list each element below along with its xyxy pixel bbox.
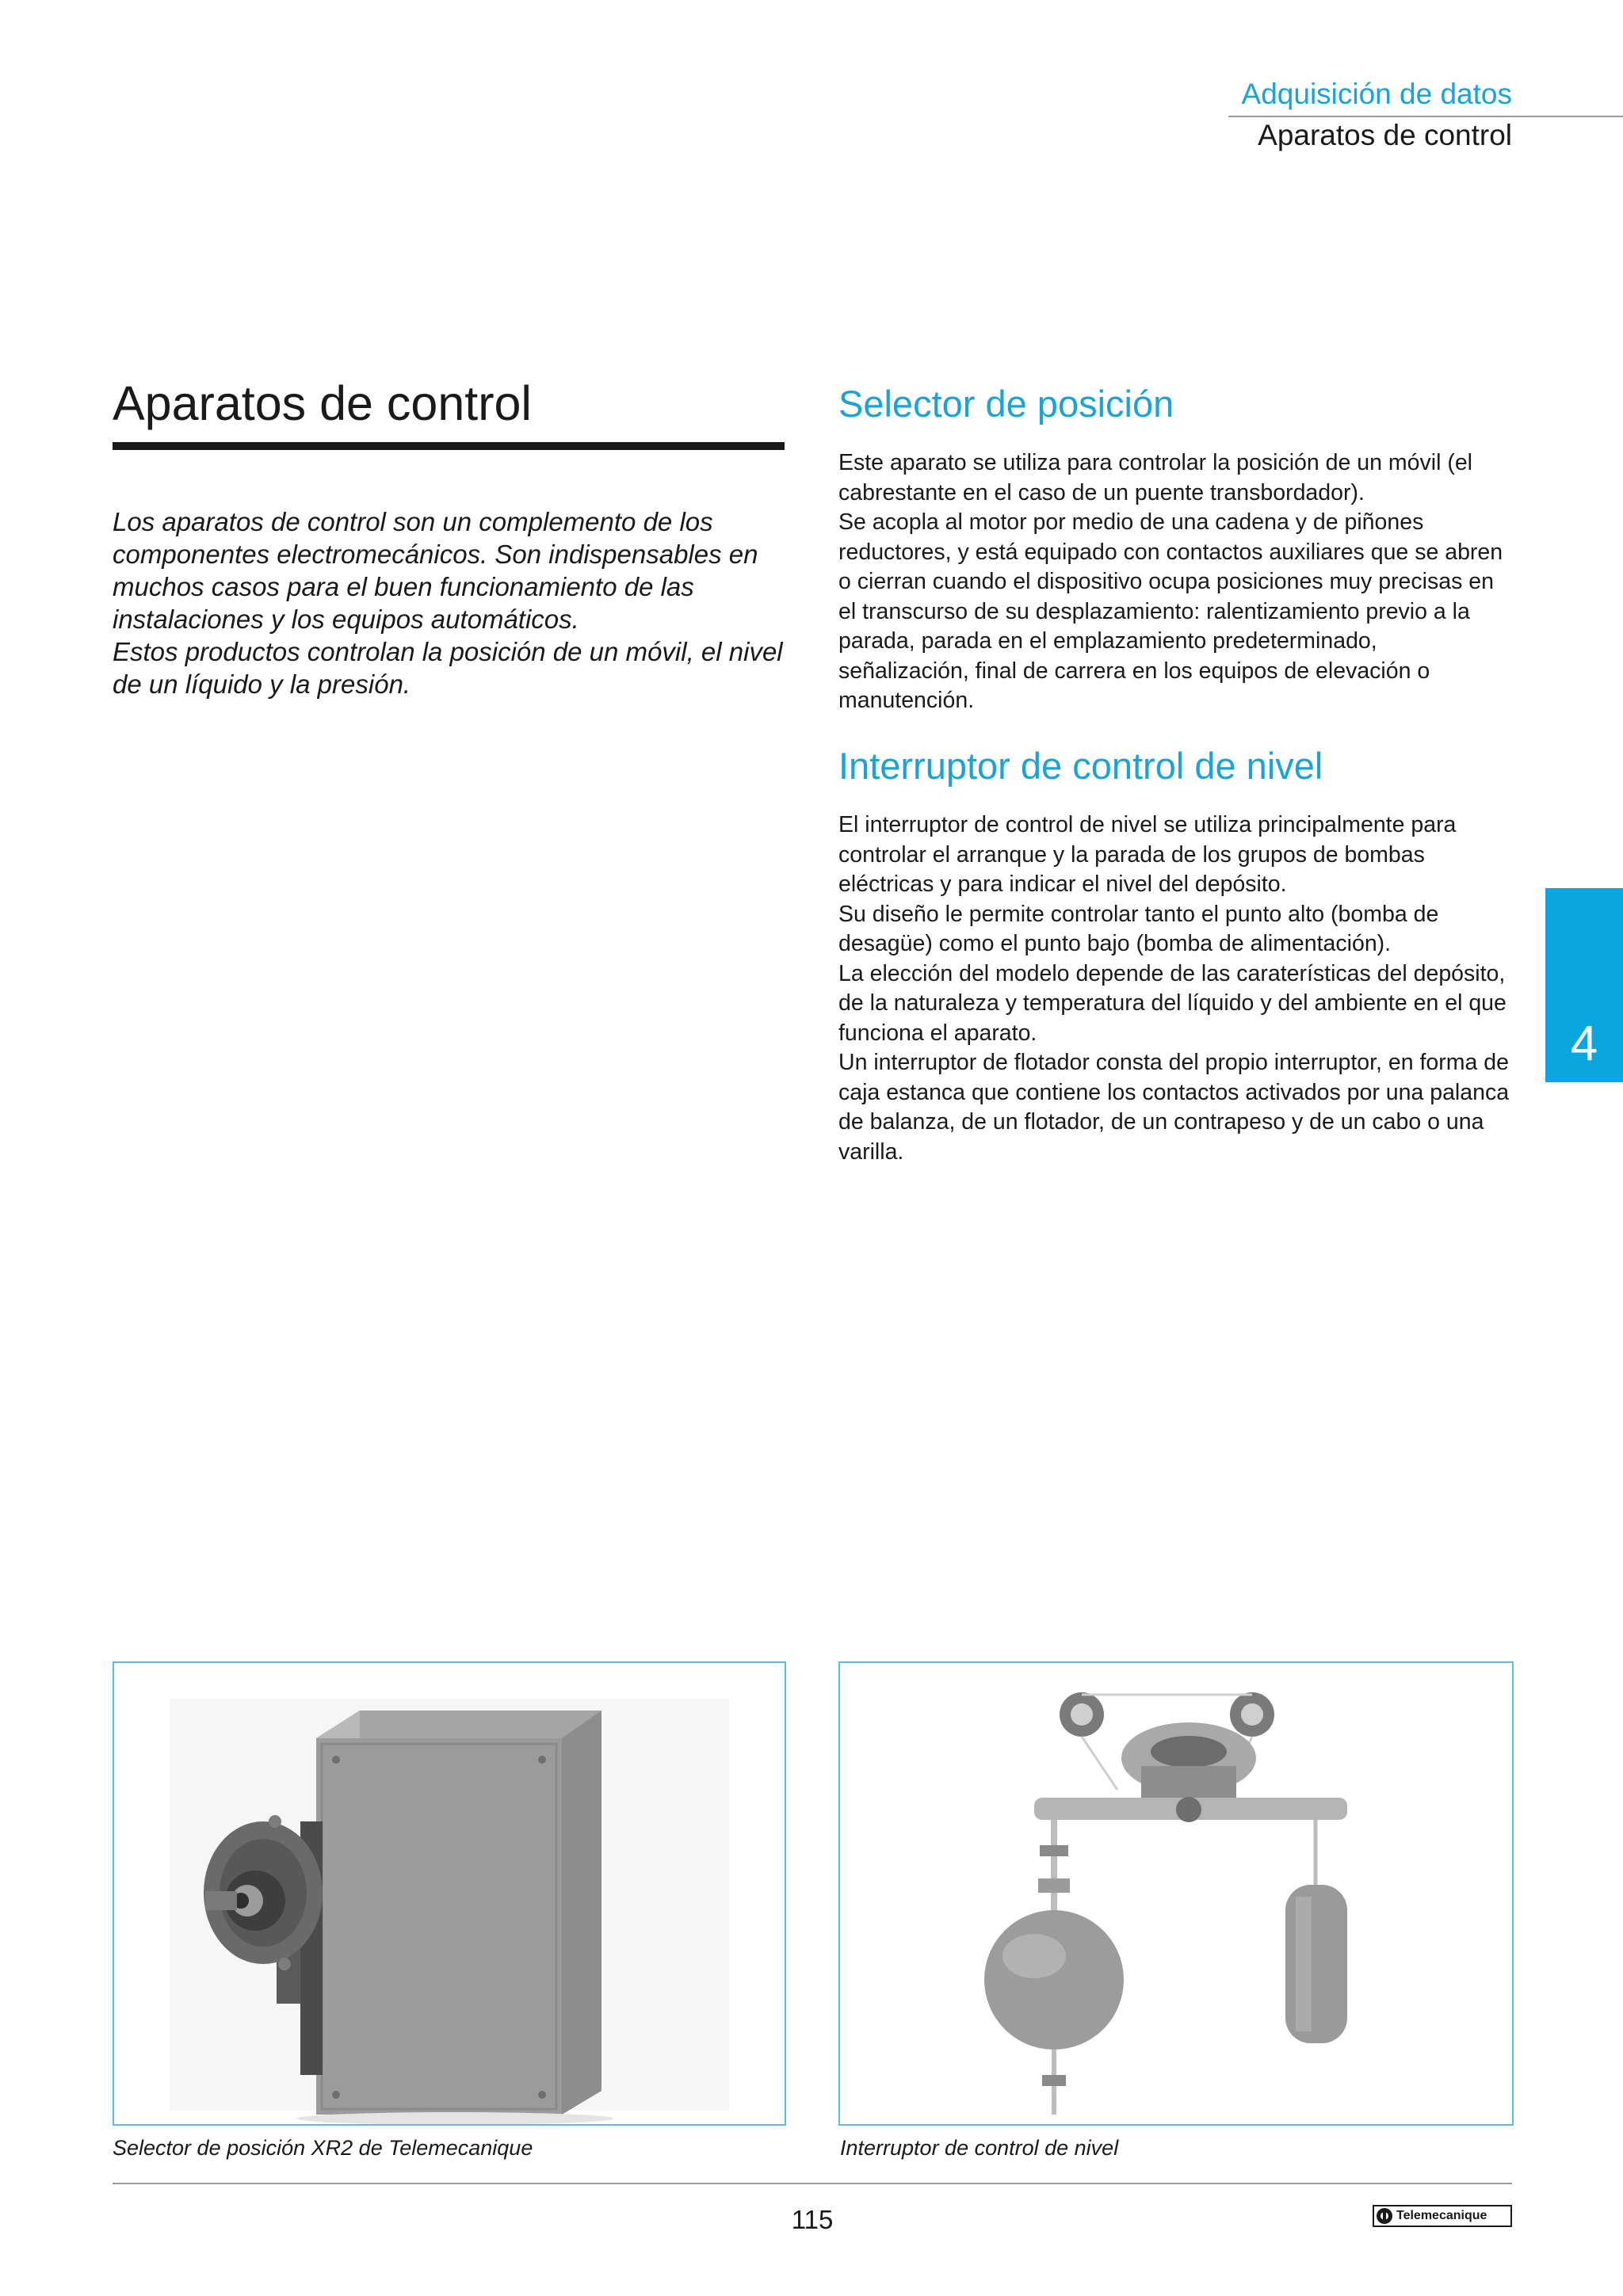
body-paragraph: Su diseño le permite controlar tanto el punto alto (bomba de desagüe) como el punto bajo (bomba de alimentación). [838,901,1439,956]
figure-caption-left: Selector de posición XR2 de Telemecanique [113,2136,533,2160]
body-paragraph: La elección del modelo depende de las caraterísticas del depósito, de la naturaleza y temperatura del líquido y del ambiente en el que funciona el aparato. [838,960,1507,1046]
brand-name: Telemecanique [1396,2209,1487,2222]
intro-text [113,505,786,700]
figure-caption-right: Interruptor de control de nivel [840,2136,1119,2160]
section-body-selector [838,448,1514,716]
brand-mark-icon [1376,2207,1393,2225]
level-switch-photo [840,1663,1512,2124]
figure-position-selector [113,1661,786,2126]
figure-level-switch [838,1661,1514,2126]
position-selector-photo [114,1663,785,2124]
title-underline [113,442,785,450]
footer-divider [113,2183,1512,2184]
intro-paragraph: Estos productos controlan la posición de un móvil, el nivel de un líquido y la presión. [113,637,783,699]
section-title-selector: Selector de posición [838,383,1174,425]
page-title: Aparatos de control [113,376,532,430]
chapter-number: 4 [1570,1016,1598,1071]
body-paragraph: Se acopla al motor por medio de una cadena y de piñones reductores, y está equipado con contactos auxiliares que se abren o cierran cuando el dispositivo ocupa posiciones muy precisas en el transcurso de su desplazamiento: ralentizamiento previo a la parada, parada en el emplazamiento predeterminado, señalización, final de carrera en los equipos de elevación o manutención. [838,509,1503,713]
header-divider [1228,116,1623,117]
body-paragraph: Un interruptor de flotador consta del propio interruptor, en forma de caja estanca que contiene los contactos activados por una palanca de balanza, de un flotador, de un contrapeso y de un cabo o una varilla. [838,1050,1510,1165]
section-title-level-switch: Interruptor de control de nivel [838,745,1323,787]
body-paragraph: Este aparato se utiliza para controlar la posición de un móvil (el cabrestante en el caso de un puente transbordador). [838,450,1473,505]
header-section-title: Adquisición de datos [1241,78,1512,110]
header-subsection-title: Aparatos de control [1258,119,1512,151]
section-body-level-switch [838,810,1514,1167]
page-number: 115 [791,2205,834,2234]
brand-logo [1373,2205,1512,2227]
intro-paragraph: Los aparatos de control son un complemento de los componentes electromecánicos. Son indispensables en muchos casos para el buen funcionamiento de las instalaciones y los equipos automáticos. [113,507,758,634]
body-paragraph: El interruptor de control de nivel se utiliza principalmente para controlar el arranque y la parada de los grupos de bombas eléctricas y para indicar el nivel del depósito. [838,812,1457,897]
